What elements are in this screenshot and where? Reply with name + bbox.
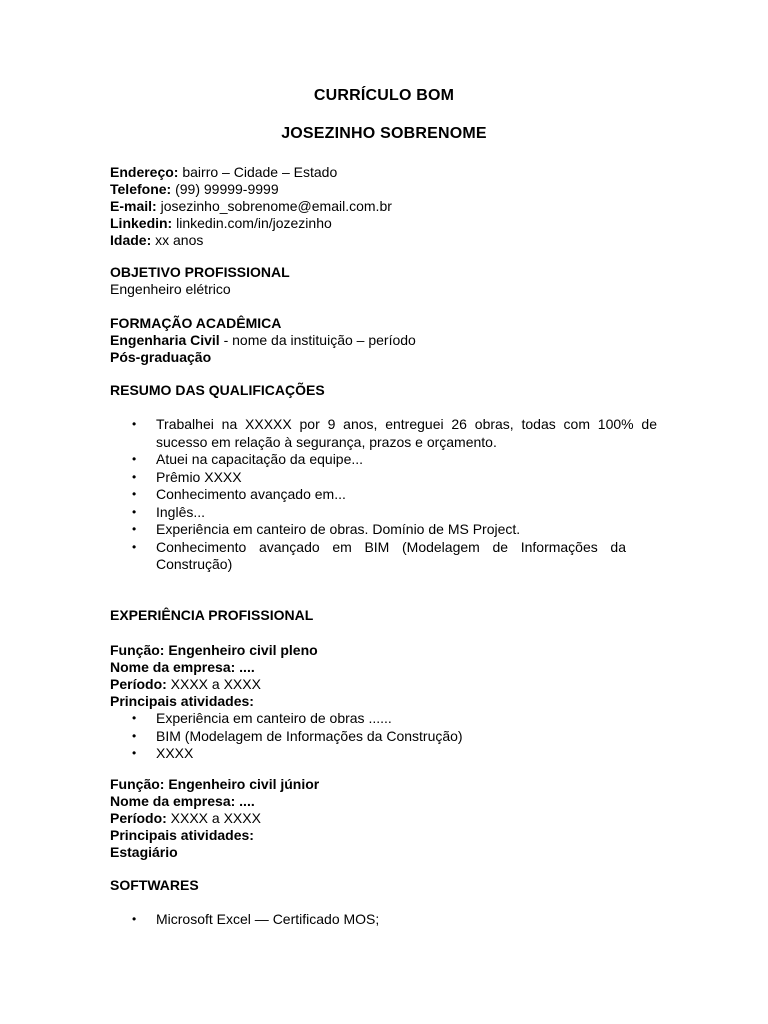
email-value: josezinho_sobrenome@email.com.br: [156, 198, 392, 214]
job-company: Nome da empresa: ....: [110, 659, 255, 675]
bullet-icon: •: [132, 912, 137, 926]
list-item: • Experiência em canteiro de obras ......: [132, 710, 392, 726]
job-entry-1: [110, 642, 670, 763]
bullet-icon: •: [132, 452, 137, 466]
bullet-icon: •: [132, 522, 137, 536]
linkedin-label: Linkedin:: [110, 215, 173, 231]
list-item: • Conhecimento avançado em...: [132, 486, 346, 502]
period-label: Período:: [110, 676, 167, 692]
job-activities-list: [110, 710, 670, 763]
software-section: [110, 877, 670, 894]
list-item: • Microsoft Excel — Certificado MOS;: [132, 911, 380, 927]
period-label: Período:: [110, 810, 167, 826]
qualifications-section: [110, 382, 670, 399]
candidate-name: JOSEZINHO SOBRENOME: [281, 125, 487, 142]
email-label: E-mail:: [110, 198, 157, 214]
job-company: Nome da empresa: ....: [110, 793, 255, 809]
period-value: XXXX a XXXX: [166, 676, 261, 692]
experience-heading: EXPERIÊNCIA PROFISSIONAL: [110, 607, 314, 623]
degree-detail: - nome da instituição – período: [219, 332, 416, 348]
bullet-icon: •: [132, 504, 137, 519]
bullet-icon: •: [132, 469, 137, 484]
job-period: [110, 676, 670, 693]
software-list: [110, 911, 670, 929]
bullet-icon: •: [132, 487, 137, 501]
age-label: Idade:: [110, 232, 152, 248]
job-extra: Estagiário: [110, 844, 178, 860]
software-list-wrap: [110, 911, 670, 929]
list-item: • BIM (Modelagem de Informações da Construção): [132, 727, 463, 744]
list-item: • XXXX: [132, 745, 194, 761]
document-title: CURRÍCULO BOM: [313, 87, 455, 104]
objective-heading: OBJETIVO PROFISSIONAL: [110, 264, 290, 280]
job-role: Função: Engenheiro civil pleno: [110, 642, 318, 658]
software-heading: SOFTWARES: [110, 877, 199, 893]
phone-label: Telefone:: [110, 181, 172, 197]
degree-line: [110, 332, 670, 349]
address-value: bairro – Cidade – Estado: [178, 164, 338, 180]
list-item: • Experiência em canteiro de obras. Domínio de MS Project.: [132, 521, 521, 537]
contact-section: [110, 164, 670, 249]
education-heading: FORMAÇÃO ACADÊMICA: [110, 315, 282, 331]
address-label: Endereço:: [110, 164, 179, 180]
job-activities-label: Principais atividades:: [110, 693, 254, 709]
bullet-icon: •: [132, 417, 137, 431]
list-item: • Inglês...: [132, 503, 206, 520]
phone-value: (99) 99999-9999: [171, 181, 279, 197]
qualifications-list: [110, 416, 670, 574]
bullet-icon: •: [132, 539, 137, 554]
email-line: [110, 198, 670, 215]
linkedin-line: [110, 215, 670, 232]
list-item: • Prêmio XXXX: [132, 468, 242, 485]
job-period: [110, 810, 670, 827]
education-section: [110, 315, 670, 366]
job-entry-2: [110, 776, 670, 861]
objective-text: Engenheiro elétrico: [110, 281, 231, 297]
bullet-icon: •: [132, 711, 137, 725]
experience-section: [110, 607, 670, 624]
age-value: xx anos: [151, 232, 204, 248]
list-item: • Conhecimento avançado em BIM (Modelagem de Informações da Construção): [132, 538, 626, 572]
qualifications-heading: RESUMO DAS QUALIFICAÇÕES: [110, 382, 325, 398]
objective-section: [110, 264, 670, 298]
age-line: [110, 232, 670, 249]
bullet-icon: •: [132, 746, 137, 760]
list-item: • Atuei na capacitação da equipe...: [132, 451, 364, 467]
job-role: Função: Engenheiro civil júnior: [110, 776, 320, 792]
job-activities-label: Principais atividades:: [110, 827, 254, 843]
degree-name: Engenharia Civil: [110, 332, 220, 348]
qualifications-list-wrap: [110, 416, 670, 574]
postgrad-line: Pós-graduação: [110, 349, 212, 365]
linkedin-value: linkedin.com/in/jozezinho: [172, 215, 332, 231]
bullet-icon: •: [132, 728, 137, 743]
address-line: [110, 164, 670, 181]
phone-line: [110, 181, 670, 198]
list-item: • Trabalhei na XXXXX por 9 anos, entreguei 26 obras, todas com 100% de sucesso em relação à segurança, prazos e orçamento.: [132, 416, 657, 450]
period-value: XXXX a XXXX: [166, 810, 261, 826]
